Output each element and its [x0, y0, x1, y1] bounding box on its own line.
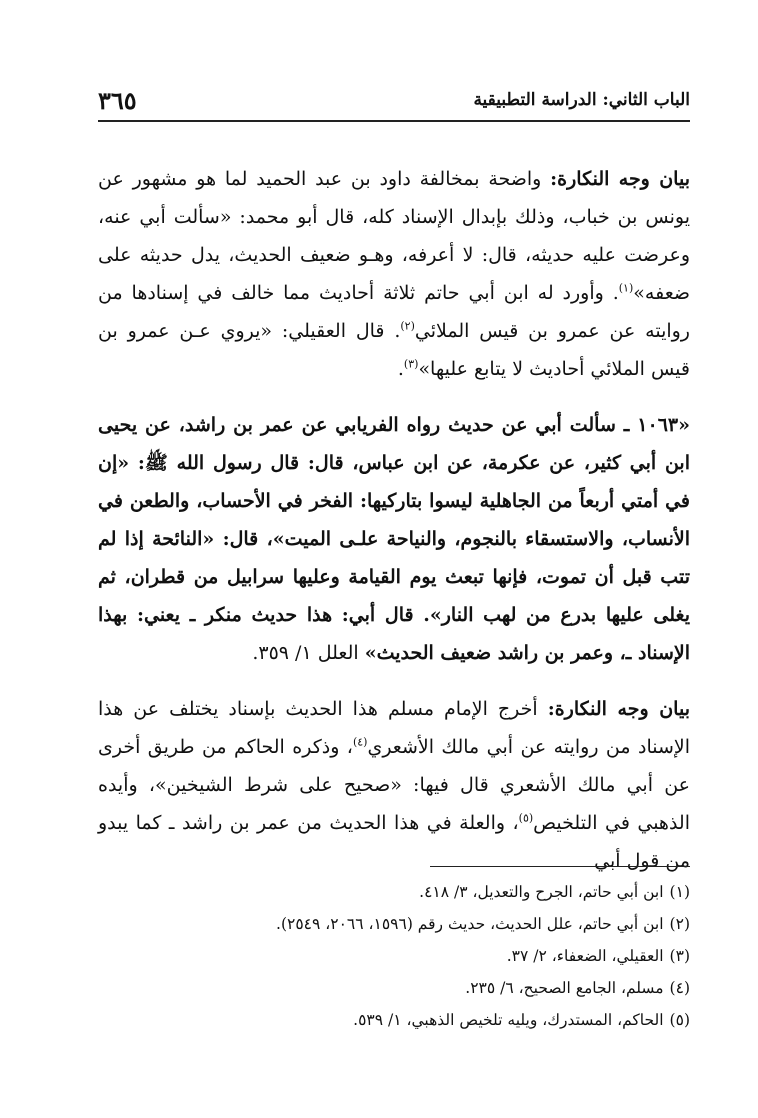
running-title: الباب الثاني: الدراسة التطبيقية — [473, 90, 690, 110]
page-header — [98, 84, 690, 122]
footnote-ref: (٢) — [400, 319, 415, 333]
paragraph-1 — [98, 160, 690, 388]
hadith-text: «١٠٦٣ ـ سألت أبي عن حديث رواه الفريابي عن عمر بن راشد، عن يحيى ابن أبي كثير، عن عكرمة، عن ابن عباس، قال: قال رسول الله ﷺ: «إن في أمتي أربعاً من الجاهلية ليسوا بتاركيها: الفخر في الأحساب، والطعن في الأنساب، والاستسقاء بالنجوم، والنياحة علـى الميت»، قال: «النائحة إذا لم تتب قبل أن تموت، فإنها تبعث يوم القيامة وعليها سرابيل من قطران، ثم يغلى عليها بدرع من لهب النار». قال أبي: هذا حديث منكر ـ يعني: بهذا الإسناد ـ، وعمر بن راشد ضعيف الحديث» — [98, 414, 690, 664]
footnotes — [70, 876, 690, 1036]
footnote-number: (١) — [669, 883, 690, 901]
footnote-separator — [430, 866, 690, 867]
footnote-number: (٤) — [669, 979, 690, 997]
hadith-citation: العلل ١/ ٣٥٩. — [252, 642, 365, 664]
paragraph-2 — [98, 406, 690, 672]
paragraph-lead: بيان وجه النكارة: — [550, 168, 690, 190]
paragraph-text: . قال العقيلي: «يروي عـن عمرو بن قيس الملائي أحاديث لا يتابع عليها» — [98, 320, 690, 380]
footnote-item — [70, 876, 690, 908]
footnote-number: (٣) — [669, 947, 690, 965]
paragraph-lead: بيان وجه النكارة: — [547, 698, 690, 720]
page-number: ٣٦٥ — [98, 86, 137, 115]
paragraph-3 — [98, 690, 690, 880]
footnote-ref: (٤) — [352, 735, 368, 749]
footnote-text: العقيلي، الضعفاء، ٢/ ٣٧. — [506, 947, 664, 965]
paragraph-text: . وأورد له ابن أبي حاتم ثلاثة أحاديث مما خالف في إسنادها من روايته عن عمرو بن قيس الملائي — [98, 282, 690, 342]
paragraph-text: ، والعلة في هذا الحديث من عمر بن راشد ـ كما يبدو من قول أبي — [98, 812, 690, 872]
paragraph-text: أخرج الإمام مسلم هذا الحديث بإسناد يختلف عن هذا الإسناد من روايته عن أبي مالك الأشعري — [98, 698, 690, 758]
footnote-ref: (٥) — [518, 811, 534, 825]
footnote-item — [70, 972, 690, 1004]
footnote-text: ابن أبي حاتم، علل الحديث، حديث رقم (١٥٩٦، ٢٠٦٦، ٢٥٤٩). — [276, 915, 664, 933]
footnote-item — [70, 908, 690, 940]
footnote-item — [70, 940, 690, 972]
paragraph-text: ، وذكره الحاكم من طريق أخرى عن أبي مالك الأشعري قال فيها: «صحيح على شرط الشيخين»، وأيده الذهبي في التلخيص — [98, 736, 690, 834]
footnote-text: الحاكم، المستدرك، ويليه تلخيص الذهبي، ١/ ٥٣٩. — [353, 1011, 664, 1029]
footnote-ref: (٣) — [403, 357, 419, 371]
paragraph-text: واضحة بمخالفة داود بن عبد الحميد لما هو مشهور عن يونس بن خباب، وذلك بإبدال الإسناد كله، قال أبو محمد: «سألت أبي عنه، وعرضت عليه حديثه، قال: لا أعرفه، وهـو ضعيف الحديث، يدل حديثه على ضعفه» — [98, 168, 690, 304]
footnote-number: (٥) — [669, 1011, 690, 1029]
footnote-text: مسلم، الجامع الصحيح، ٦/ ٢٣٥. — [465, 979, 664, 997]
paragraph-text: . — [397, 358, 404, 380]
footnote-ref: (١) — [618, 281, 634, 295]
footnote-text: ابن أبي حاتم، الجرح والتعديل، ٣/ ٤١٨. — [419, 883, 664, 901]
footnote-number: (٢) — [669, 915, 690, 933]
footnote-item — [70, 1004, 690, 1036]
main-text — [98, 160, 690, 898]
